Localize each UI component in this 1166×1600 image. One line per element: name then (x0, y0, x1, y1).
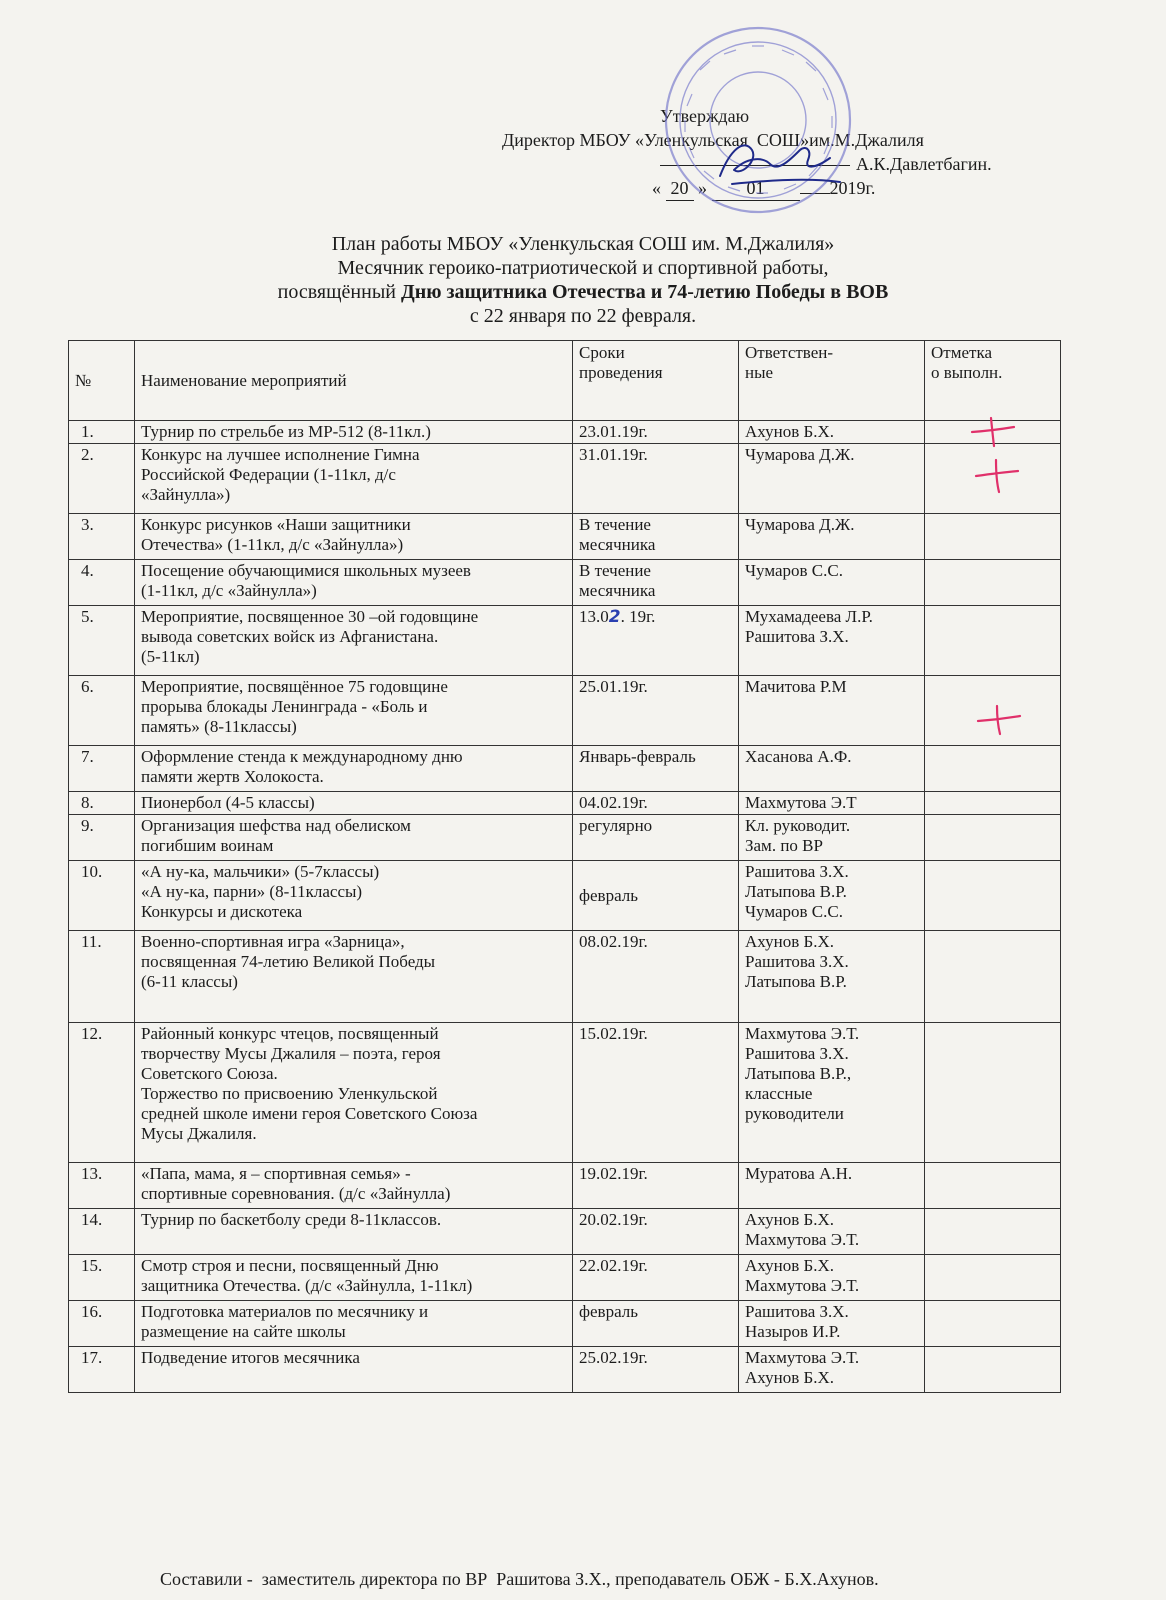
row-event: «Папа, мама, я – спортивная семья» - спортивные соревнования. (д/с «Зайнулла) (135, 1163, 573, 1209)
table-row (69, 444, 1061, 514)
row-date: 15.02.19г. (573, 1023, 739, 1163)
row-event: Мероприятие, посвящённое 75 годовщине прорыва блокады Ленинграда - «Боль и память» (8-11классы) (135, 676, 573, 746)
header-responsible: Ответствен- ные (739, 341, 925, 421)
handwritten-correction: 2 (608, 607, 621, 627)
row-number: 9. (69, 815, 135, 861)
table-row (69, 606, 1061, 676)
row-mark (925, 560, 1061, 606)
row-number: 3. (69, 514, 135, 560)
row-event: Оформление стенда к международному дню памяти жертв Холокоста. (135, 746, 573, 792)
director-signature-line (470, 152, 1070, 176)
row-date: 31.01.19г. (573, 444, 739, 514)
row-date: регулярно (573, 815, 739, 861)
row-date: 25.02.19г. (573, 1347, 739, 1393)
row-responsible: Кл. руководит. Зам. по ВР (739, 815, 925, 861)
compilers-note: Составили - заместитель директора по ВР Рашитова З.Х., преподаватель ОБЖ - Б.Х.Ахунов. (160, 1569, 879, 1589)
row-mark (925, 1301, 1061, 1347)
row-responsible: Чумарова Д.Ж. (739, 444, 925, 514)
date-open-quote: « (652, 178, 666, 198)
approval-block (470, 104, 1070, 201)
table-row (69, 676, 1061, 746)
row-mark (925, 1347, 1061, 1393)
title-line-2: Месячник героико-патриотической и спортивной работы, (337, 257, 829, 279)
row-event: Районный конкурс чтецов, посвященный творчеству Мусы Джалиля – поэта, героя Советского Союза. Торжество по присвоению Уленкульской средней школе имени героя Советского Союза Мусы Джалиля. (135, 1023, 573, 1163)
row-event: Конкурс на лучшее исполнение Гимна Российской Федерации (1-11кл, д/с «Зайнулла») (135, 444, 573, 514)
table-row (69, 1347, 1061, 1393)
row-responsible: Ахунов Б.Х. Махмутова Э.Т. (739, 1255, 925, 1301)
row-mark (925, 421, 1061, 444)
table-row (69, 560, 1061, 606)
row-date: февраль (573, 861, 739, 931)
row-number: 14. (69, 1209, 135, 1255)
row-date (573, 606, 739, 676)
director-name: А.К.Давлетбагин. (856, 154, 992, 174)
date-year: 2019г. (829, 178, 876, 198)
row-event: Турнир по баскетболу среди 8-11классов. (135, 1209, 573, 1255)
row-mark (925, 1023, 1061, 1163)
header-completion-mark: Отметка о выполн. (925, 341, 1061, 421)
row-number: 10. (69, 861, 135, 931)
plan-table (68, 340, 1061, 1393)
row-number: 17. (69, 1347, 135, 1393)
row-date: 04.02.19г. (573, 792, 739, 815)
row-mark (925, 815, 1061, 861)
row-date: 25.01.19г. (573, 676, 739, 746)
approve-word: Утверждаю (660, 106, 750, 126)
row-mark (925, 861, 1061, 931)
row-date-part: 13.0 (579, 607, 609, 626)
row-responsible: Махмутова Э.Т. Рашитова З.Х. Латыпова В.Р., классные руководители (739, 1023, 925, 1163)
row-number: 13. (69, 1163, 135, 1209)
header-number: № (69, 341, 135, 421)
row-number: 16. (69, 1301, 135, 1347)
table-row (69, 746, 1061, 792)
row-mark (925, 1209, 1061, 1255)
date-close-quote: » (693, 178, 712, 198)
row-responsible: Махмутова Э.Т. Ахунов Б.Х. (739, 1347, 925, 1393)
row-responsible: Хасанова А.Ф. (739, 746, 925, 792)
row-event: «А ну-ка, мальчики» (5-7классы) «А ну-ка, парни» (8-11классы) Конкурсы и дискотека (135, 861, 573, 931)
row-responsible: Ахунов Б.Х. Рашитова З.Х. Латыпова В.Р. (739, 931, 925, 1023)
row-responsible: Мухамадеева Л.Р. Рашитова З.Х. (739, 606, 925, 676)
table-row (69, 1301, 1061, 1347)
row-date-part: . 19г. (620, 607, 656, 626)
table-row (69, 1023, 1061, 1163)
director-line: Директор МБОУ «Уленкульская СОШ»им.М.Джалиля (502, 130, 924, 150)
row-mark (925, 444, 1061, 514)
title-line-4: с 22 января по 22 февраля. (469, 305, 697, 327)
row-date: февраль (573, 1301, 739, 1347)
row-event: Подготовка материалов по месячнику и размещение на сайте школы (135, 1301, 573, 1347)
row-number: 6. (69, 676, 135, 746)
row-responsible: Ахунов Б.Х. Махмутова Э.Т. (739, 1209, 925, 1255)
row-responsible: Махмутова Э.Т (739, 792, 925, 815)
row-date: В течение месячника (573, 514, 739, 560)
row-event: Мероприятие, посвященное 30 –ой годовщине вывода советских войск из Афганистана. (5-11кл) (135, 606, 573, 676)
row-mark (925, 1163, 1061, 1209)
table-row (69, 861, 1061, 931)
row-date: В течение месячника (573, 560, 739, 606)
row-responsible: Чумарова Д.Ж. (739, 514, 925, 560)
row-number: 15. (69, 1255, 135, 1301)
row-mark (925, 1255, 1061, 1301)
row-date: 20.02.19г. (573, 1209, 739, 1255)
row-event: Смотр строя и песни, посвященный Дню защитника Отечества. (д/с «Зайнулла, 1-11кл) (135, 1255, 573, 1301)
row-responsible: Мачитова Р.М (739, 676, 925, 746)
title-line-1: План работы МБОУ «Уленкульская СОШ им. М.Джалиля» (331, 233, 835, 255)
row-number: 12. (69, 1023, 135, 1163)
row-event: Конкурс рисунков «Наши защитники Отечества» (1-11кл, д/с «Зайнулла») (135, 514, 573, 560)
row-event: Турнир по стрельбе из МР-512 (8-11кл.) (135, 421, 573, 444)
date-month: 01 (712, 176, 800, 201)
row-number: 8. (69, 792, 135, 815)
approval-date (470, 176, 1070, 201)
row-date: 22.02.19г. (573, 1255, 739, 1301)
row-date: Январь-февраль (573, 746, 739, 792)
table-row (69, 931, 1061, 1023)
title-line-3-prefix: посвящённый (277, 281, 401, 303)
row-responsible: Рашитова З.Х. Латыпова В.Р. Чумаров С.С. (739, 861, 925, 931)
row-mark (925, 792, 1061, 815)
signature-blank (660, 165, 850, 166)
table-row (69, 792, 1061, 815)
row-responsible: Рашитова З.Х. Назыров И.Р. (739, 1301, 925, 1347)
row-number: 2. (69, 444, 135, 514)
row-event: Военно-спортивная игра «Зарница», посвященная 74-летию Великой Победы (6-11 классы) (135, 931, 573, 1023)
row-number: 11. (69, 931, 135, 1023)
date-blank (800, 193, 830, 194)
row-number: 5. (69, 606, 135, 676)
row-mark (925, 606, 1061, 676)
title-line-3 (0, 280, 1166, 304)
row-number: 4. (69, 560, 135, 606)
table-row (69, 1255, 1061, 1301)
row-number: 1. (69, 421, 135, 444)
row-mark (925, 746, 1061, 792)
table-row (69, 514, 1061, 560)
row-responsible: Муратова А.Н. (739, 1163, 925, 1209)
header-dates: Сроки проведения (573, 341, 739, 421)
table-row (69, 421, 1061, 444)
table-row (69, 815, 1061, 861)
row-mark (925, 931, 1061, 1023)
plan-table-header (69, 341, 1061, 421)
row-number: 7. (69, 746, 135, 792)
row-responsible: Ахунов Б.Х. (739, 421, 925, 444)
row-date: 23.01.19г. (573, 421, 739, 444)
row-event: Подведение итогов месячника (135, 1347, 573, 1393)
date-day: 20 (666, 176, 694, 201)
row-event: Посещение обучающимися школьных музеев (1-11кл, д/с «Зайнулла») (135, 560, 573, 606)
row-event: Организация шефства над обелиском погибшим воинам (135, 815, 573, 861)
row-date: 08.02.19г. (573, 931, 739, 1023)
row-mark (925, 676, 1061, 746)
row-mark (925, 514, 1061, 560)
row-responsible: Чумаров С.С. (739, 560, 925, 606)
title-line-3-bold: Дню защитника Отечества и 74-летию Победы в ВОВ (400, 281, 889, 303)
row-event: Пионербол (4-5 классы) (135, 792, 573, 815)
document-title-block (0, 232, 1166, 328)
table-row (69, 1209, 1061, 1255)
header-event-name: Наименование мероприятий (135, 341, 573, 421)
table-row (69, 1163, 1061, 1209)
row-date: 19.02.19г. (573, 1163, 739, 1209)
